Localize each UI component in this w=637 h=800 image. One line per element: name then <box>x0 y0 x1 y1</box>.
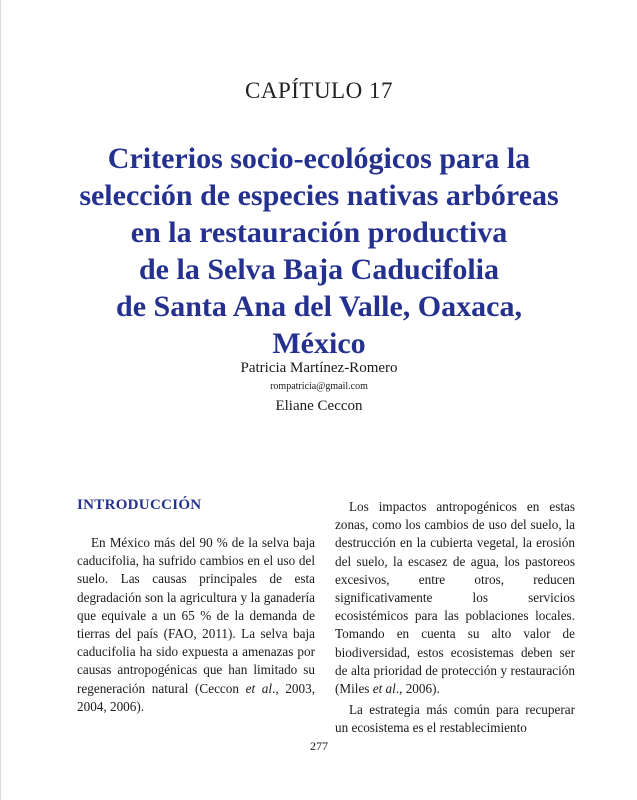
right-paragraph-2: La estrategia más común para recuperar un ecosistema es el restablecimiento <box>335 702 575 736</box>
right-p1-etal: et al <box>372 681 396 697</box>
author-secondary: Eliane Ceccon <box>275 398 363 414</box>
title-line-2: selección de especies nativas arbóreas <box>79 179 559 212</box>
chapter-title <box>21 140 617 362</box>
left-p1-etal: et al <box>245 680 273 696</box>
left-p1-text-end: ., 2003, 2004, 2006). <box>77 680 315 714</box>
section-heading: INTRODUCCIÓN <box>77 497 202 513</box>
title-line-4: de la Selva Baja Caducifolia <box>138 253 499 286</box>
left-p1-text-start: En México más del 90 % de la selva baja caducifolia, ha sufrido cambios en el uso del suelo. Las causas principales de esta degradación son la agricultura y la ganadería que equivale a un 65 % de la demanda de tierras del país (FAO, 2011). La selva baja caducifolia ha sido expuesta a amenazas por causas antropogénicas que han limitado su regeneración natural (Ceccon <box>77 535 315 696</box>
title-line-5: de Santa Ana del Valle, Oaxaca, <box>116 290 522 323</box>
left-paragraph-1 <box>77 534 315 716</box>
author-primary: Patricia Martínez-Romero <box>240 360 398 376</box>
right-paragraph-1 <box>335 498 575 698</box>
right-p1-text-end: ., 2006). <box>395 681 440 697</box>
title-line-1: Criterios socio-ecológicos para la <box>107 142 531 175</box>
right-column <box>335 498 575 738</box>
right-p1-text-start: Los impactos antropogénicos en estas zonas, como los cambios de uso del suelo, la destrucción en la cubierta vegetal, la erosión del suelo, la escasez de agua, los pastoreos excesivos, entre otros, reducen significativamente los servicios ecosistémicos para las poblaciones locales. Tomando en cuenta su alto valor de biodiversidad, estos ecosistemas deben ser de alta prioridad de protección y restauración (Miles <box>335 499 575 697</box>
page-number: 277 <box>310 739 328 753</box>
author-email: rompatricia@gmail.com <box>270 381 368 392</box>
chapter-label: CAPÍTULO 17 <box>245 78 393 103</box>
left-column <box>77 534 315 716</box>
title-line-3: en la restauración productiva <box>130 216 508 249</box>
title-line-6: México <box>272 327 366 360</box>
